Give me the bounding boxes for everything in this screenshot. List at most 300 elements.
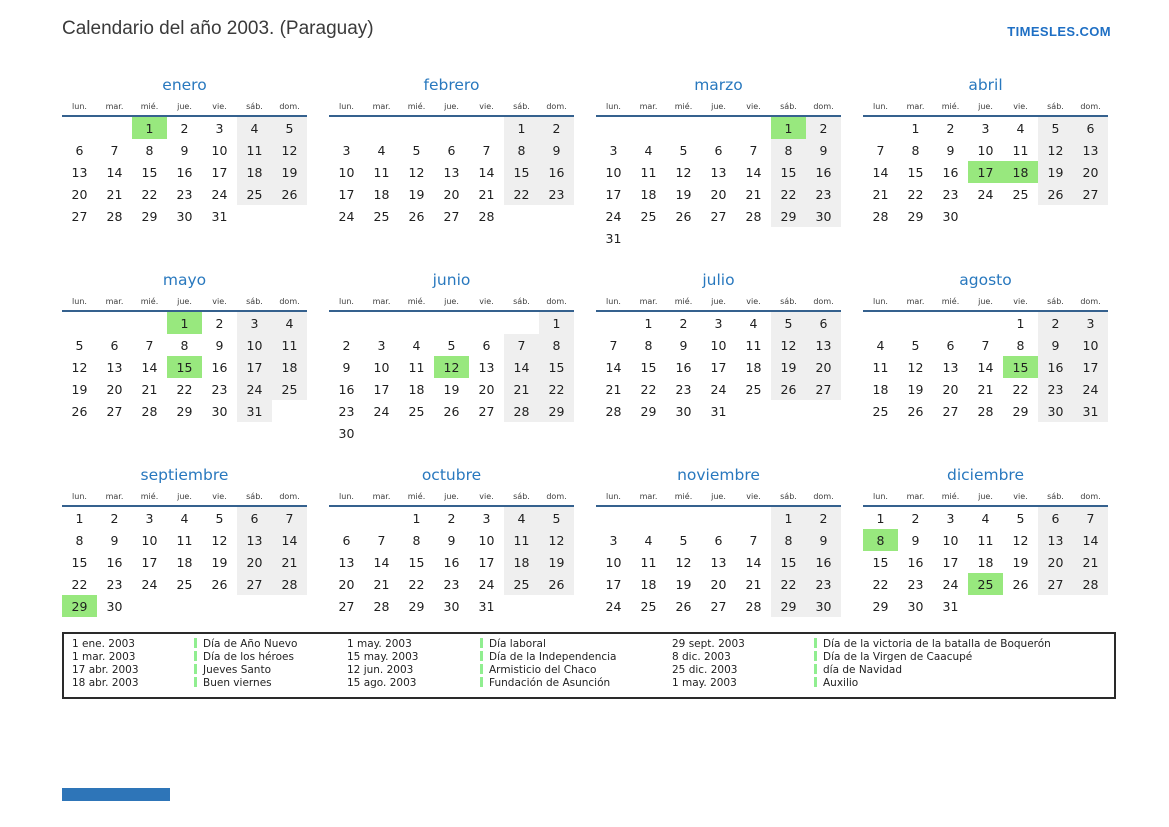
empty-day-cell [272,595,307,617]
empty-day-cell [62,116,97,139]
day-cell: 7 [377,532,386,548]
day-cell: 22 [408,576,425,592]
day-cell: 30 [106,598,123,614]
day-cell: 17 [237,356,272,378]
day-cell: 5 [911,337,920,353]
day-cell: 8 [75,532,84,548]
day-cell: 10 [237,334,272,356]
day-cell: 21 [272,551,307,573]
day-cell: 30 [211,403,228,419]
weekday-label: sáb. [237,102,272,116]
day-cell: 26 [408,208,425,224]
month-title[interactable]: febrero [423,76,480,94]
weekday-label: vie. [202,297,237,311]
weekday-label: mar. [364,492,399,506]
day-cell: 24 [710,381,727,397]
legend-date: 1 ene. 2003 [72,638,135,650]
weekday-label: dom. [1073,102,1108,116]
day-cell: 7 [145,337,154,353]
weekday-label: mar. [898,492,933,506]
month-septiembre [62,464,307,659]
month-title[interactable]: marzo [694,76,743,94]
day-cell: 22 [771,573,806,595]
day-cell: 18 [373,186,390,202]
day-cell: 11 [408,359,425,375]
day-cell: 16 [942,164,959,180]
holiday-tick-icon [194,664,197,674]
weekday-label: dom. [272,492,307,506]
day-cell: 28 [605,403,622,419]
day-cell: 3 [946,510,955,526]
holiday-tick-icon [480,651,483,661]
weekday-label: sáb. [771,297,806,311]
day-cell: 4 [644,532,653,548]
empty-day-cell [968,311,1003,334]
holiday-tick-icon [194,638,197,648]
day-cell: 5 [272,116,307,139]
day-cell: 11 [1012,142,1029,158]
legend-holiday-name [480,651,672,664]
empty-day-cell [863,116,898,139]
empty-day-cell [202,595,237,617]
day-cell: 22 [1012,381,1029,397]
day-cell: 7 [876,142,885,158]
day-cell: 25 [745,381,762,397]
month-grid [596,492,841,617]
empty-day-cell [62,311,97,334]
day-cell: 13 [1073,139,1108,161]
day-cell: 12 [771,334,806,356]
day-cell: 27 [443,208,460,224]
weekday-label: lun. [863,492,898,506]
month-title[interactable]: octubre [421,466,482,484]
day-cell: 4 [180,510,189,526]
day-cell: 11 [872,359,889,375]
day-cell: 8 [504,139,539,161]
weekday-label: jue. [701,297,736,311]
holiday-day-cell: 15 [1003,356,1038,378]
holiday-tick-icon [480,664,483,674]
month-grid [329,297,574,444]
month-title[interactable]: enero [162,76,207,94]
weekday-label: vie. [469,102,504,116]
weekday-label: jue. [434,102,469,116]
weekday-label: lun. [329,297,364,311]
day-cell: 10 [141,532,158,548]
day-cell: 27 [478,403,495,419]
day-cell: 21 [504,378,539,400]
day-cell: 11 [237,139,272,161]
weekday-label: mié. [132,492,167,506]
month-grid [329,492,574,617]
day-cell: 10 [710,337,727,353]
day-cell: 29 [408,598,425,614]
day-cell: 3 [1073,311,1108,334]
day-cell: 26 [1038,183,1073,205]
day-cell: 18 [977,554,994,570]
day-cell: 19 [1038,161,1073,183]
day-cell: 14 [141,359,158,375]
day-cell: 15 [141,164,158,180]
legend-holiday-name [814,651,1094,664]
legend-date: 25 dic. 2003 [672,664,738,676]
weekday-label: vie. [736,102,771,116]
legend-holiday-label: Día de la victoria de la batalla de Boquerón [823,638,1051,650]
weekday-label: sáb. [504,297,539,311]
day-cell: 23 [106,576,123,592]
day-cell: 25 [872,403,889,419]
empty-day-cell [898,311,933,334]
day-cell: 27 [237,573,272,595]
month-title[interactable]: mayo [162,271,207,289]
day-cell: 15 [640,359,657,375]
day-cell: 5 [771,311,806,334]
day-cell: 26 [1012,576,1029,592]
weekday-label: vie. [1003,297,1038,311]
day-cell: 6 [806,311,841,334]
day-cell: 18 [237,161,272,183]
day-cell: 13 [106,359,123,375]
legend-date: 17 abr. 2003 [72,664,139,676]
legend-date: 12 jun. 2003 [347,664,414,676]
day-cell: 4 [1016,120,1025,136]
day-cell: 5 [75,337,84,353]
day-cell: 2 [806,116,841,139]
day-cell: 19 [443,381,460,397]
empty-day-cell [272,205,307,227]
holiday-day-cell: 15 [167,356,202,378]
weekday-label: lun. [863,102,898,116]
day-cell: 17 [478,554,495,570]
day-cell: 15 [504,161,539,183]
weekday-label: jue. [701,102,736,116]
holiday-day-cell: 8 [863,529,898,551]
day-cell: 7 [609,337,618,353]
empty-day-cell [701,116,736,139]
weekday-label: lun. [62,297,97,311]
empty-day-cell [364,311,399,334]
day-cell: 25 [176,576,193,592]
day-cell: 13 [806,334,841,356]
weekday-label: sáb. [237,492,272,506]
empty-day-cell [399,116,434,139]
day-cell: 22 [504,183,539,205]
day-cell: 11 [373,164,390,180]
day-cell: 11 [176,532,193,548]
empty-day-cell [1003,205,1038,227]
day-cell: 23 [211,381,228,397]
empty-day-cell [539,595,574,617]
day-cell: 29 [141,208,158,224]
day-cell: 19 [272,161,307,183]
day-cell: 20 [806,356,841,378]
day-cell: 6 [342,532,351,548]
day-cell: 18 [872,381,889,397]
day-cell: 3 [609,142,618,158]
day-cell: 8 [911,142,920,158]
day-cell: 28 [977,403,994,419]
legend-holiday-label: Día de los héroes [203,651,294,663]
day-cell: 22 [640,381,657,397]
day-cell: 27 [942,403,959,419]
legend-holiday-name [814,664,1094,677]
legend-holiday-label: Día de la Virgen de Caacupé [823,651,973,663]
weekday-label: vie. [202,492,237,506]
empty-day-cell [504,422,539,444]
day-cell: 21 [872,186,889,202]
empty-day-cell [97,311,132,334]
day-cell: 4 [504,506,539,529]
day-cell: 7 [504,334,539,356]
day-cell: 26 [675,208,692,224]
day-cell: 18 [640,576,657,592]
month-title[interactable]: junio [432,271,471,289]
weekday-label: mar. [631,102,666,116]
holiday-day-cell: 17 [968,161,1003,183]
empty-day-cell [469,422,504,444]
empty-day-cell [806,227,841,249]
weekday-label: jue. [968,492,1003,506]
weekday-label: mar. [631,492,666,506]
weekday-label: mar. [898,297,933,311]
day-cell: 14 [373,554,390,570]
empty-day-cell [97,116,132,139]
day-cell: 27 [710,208,727,224]
day-cell: 26 [443,403,460,419]
day-cell: 2 [1038,311,1073,334]
day-cell: 4 [749,315,758,331]
legend-holiday-name [814,638,1094,651]
day-cell: 14 [272,529,307,551]
legend-date: 1 may. 2003 [347,638,412,650]
day-cell: 6 [1073,116,1108,139]
weekday-label: mar. [364,297,399,311]
month-title[interactable]: agosto [959,271,1012,289]
day-cell: 23 [338,403,355,419]
empty-day-cell [736,506,771,529]
weekday-label: mié. [399,102,434,116]
day-cell: 13 [338,554,355,570]
day-cell: 8 [644,337,653,353]
holiday-tick-icon [194,677,197,687]
empty-day-cell [863,311,898,334]
legend-holiday-name [194,664,347,677]
day-cell: 17 [141,554,158,570]
day-cell: 12 [1038,139,1073,161]
weekday-label: lun. [596,492,631,506]
legend-holiday-name [480,638,672,651]
day-cell: 26 [539,573,574,595]
empty-day-cell [771,400,806,422]
legend-holiday-label: Fundación de Asunción [489,677,611,689]
year-calendar-grid [62,74,1108,659]
legend-holiday-label: Día de la Independencia [489,651,617,663]
weekday-label: sáb. [237,297,272,311]
day-cell: 15 [408,554,425,570]
day-cell: 3 [215,120,224,136]
month-title[interactable]: julio [702,271,735,289]
empty-day-cell [1003,595,1038,617]
day-cell: 9 [180,142,189,158]
day-cell: 19 [675,576,692,592]
day-cell: 31 [710,403,727,419]
month-marzo [596,74,841,269]
holiday-tick-icon [480,638,483,648]
day-cell: 4 [981,510,990,526]
weekday-label: vie. [736,492,771,506]
day-cell: 16 [443,554,460,570]
month-abril [863,74,1108,269]
empty-day-cell [434,422,469,444]
empty-day-cell [364,506,399,529]
day-cell: 19 [211,554,228,570]
empty-day-cell [631,506,666,529]
month-grid [329,102,574,227]
day-cell: 22 [539,378,574,400]
day-cell: 27 [338,598,355,614]
day-cell: 14 [745,164,762,180]
month-title[interactable]: abril [968,76,1003,94]
day-cell: 31 [942,598,959,614]
day-cell: 24 [942,576,959,592]
empty-day-cell [132,595,167,617]
month-grid [62,297,307,422]
day-cell: 3 [237,311,272,334]
day-cell: 22 [771,183,806,205]
day-cell: 30 [942,208,959,224]
month-title[interactable]: septiembre [140,466,229,484]
weekday-label: dom. [539,102,574,116]
holiday-tick-icon [480,677,483,687]
day-cell: 2 [447,510,456,526]
day-cell: 4 [644,142,653,158]
legend-date: 15 ago. 2003 [347,677,417,689]
day-cell: 28 [373,598,390,614]
day-cell: 25 [504,573,539,595]
day-cell: 10 [605,554,622,570]
weekday-label: jue. [167,492,202,506]
day-cell: 17 [605,576,622,592]
holiday-day-cell: 1 [132,116,167,139]
day-cell: 12 [1012,532,1029,548]
day-cell: 28 [141,403,158,419]
weekday-label: sáb. [771,102,806,116]
day-cell: 16 [806,161,841,183]
day-cell: 24 [237,378,272,400]
legend-holiday-label: día de Navidad [823,664,903,676]
day-cell: 16 [106,554,123,570]
day-cell: 29 [907,208,924,224]
day-cell: 16 [211,359,228,375]
day-cell: 9 [539,139,574,161]
day-cell: 24 [141,576,158,592]
month-diciembre [863,464,1108,659]
weekday-label: dom. [806,297,841,311]
holiday-legend [62,632,1116,699]
day-cell: 29 [640,403,657,419]
day-cell: 2 [911,510,920,526]
month-title[interactable]: noviembre [677,466,760,484]
day-cell: 14 [745,554,762,570]
day-cell: 14 [478,164,495,180]
day-cell: 2 [679,315,688,331]
day-cell: 8 [771,529,806,551]
holiday-day-cell: 12 [434,356,469,378]
day-cell: 25 [640,208,657,224]
empty-day-cell [666,506,701,529]
legend-date: 1 mar. 2003 [72,651,136,663]
month-grid [863,492,1108,617]
holiday-day-cell: 18 [1003,161,1038,183]
weekday-label: dom. [1073,492,1108,506]
day-cell: 12 [408,164,425,180]
day-cell: 28 [478,208,495,224]
legend-holiday-name [480,677,672,690]
weekday-label: mié. [933,102,968,116]
empty-day-cell [329,116,364,139]
day-cell: 13 [237,529,272,551]
weekday-label: mar. [898,102,933,116]
day-cell: 25 [237,183,272,205]
day-cell: 22 [907,186,924,202]
day-cell: 9 [679,337,688,353]
site-link[interactable]: TIMESLES.COM [1007,24,1111,39]
day-cell: 14 [106,164,123,180]
weekday-label: mié. [666,492,701,506]
day-cell: 21 [478,186,495,202]
day-cell: 2 [180,120,189,136]
day-cell: 18 [640,186,657,202]
day-cell: 1 [1016,315,1025,331]
month-title[interactable]: diciembre [946,466,1024,484]
day-cell: 20 [942,381,959,397]
day-cell: 17 [710,359,727,375]
day-cell: 13 [710,554,727,570]
month-enero [62,74,307,269]
day-cell: 17 [211,164,228,180]
day-cell: 7 [749,532,758,548]
month-julio [596,269,841,464]
day-cell: 1 [644,315,653,331]
month-grid [863,297,1108,422]
day-cell: 28 [1073,573,1108,595]
day-cell: 2 [946,120,955,136]
empty-day-cell [329,311,364,334]
day-cell: 25 [272,378,307,400]
day-cell: 19 [71,381,88,397]
day-cell: 9 [1038,334,1073,356]
day-cell: 10 [1073,334,1108,356]
day-cell: 2 [539,116,574,139]
empty-day-cell [469,311,504,334]
month-junio [329,269,574,464]
weekday-label: mié. [933,297,968,311]
weekday-label: sáb. [1038,297,1073,311]
day-cell: 27 [71,208,88,224]
day-cell: 23 [907,576,924,592]
weekday-label: vie. [469,492,504,506]
day-cell: 29 [1012,403,1029,419]
empty-day-cell [539,422,574,444]
day-cell: 8 [771,139,806,161]
day-cell: 29 [539,400,574,422]
empty-day-cell [701,227,736,249]
day-cell: 24 [211,186,228,202]
empty-day-cell [806,400,841,422]
month-grid [863,102,1108,227]
day-cell: 15 [539,356,574,378]
empty-day-cell [364,422,399,444]
